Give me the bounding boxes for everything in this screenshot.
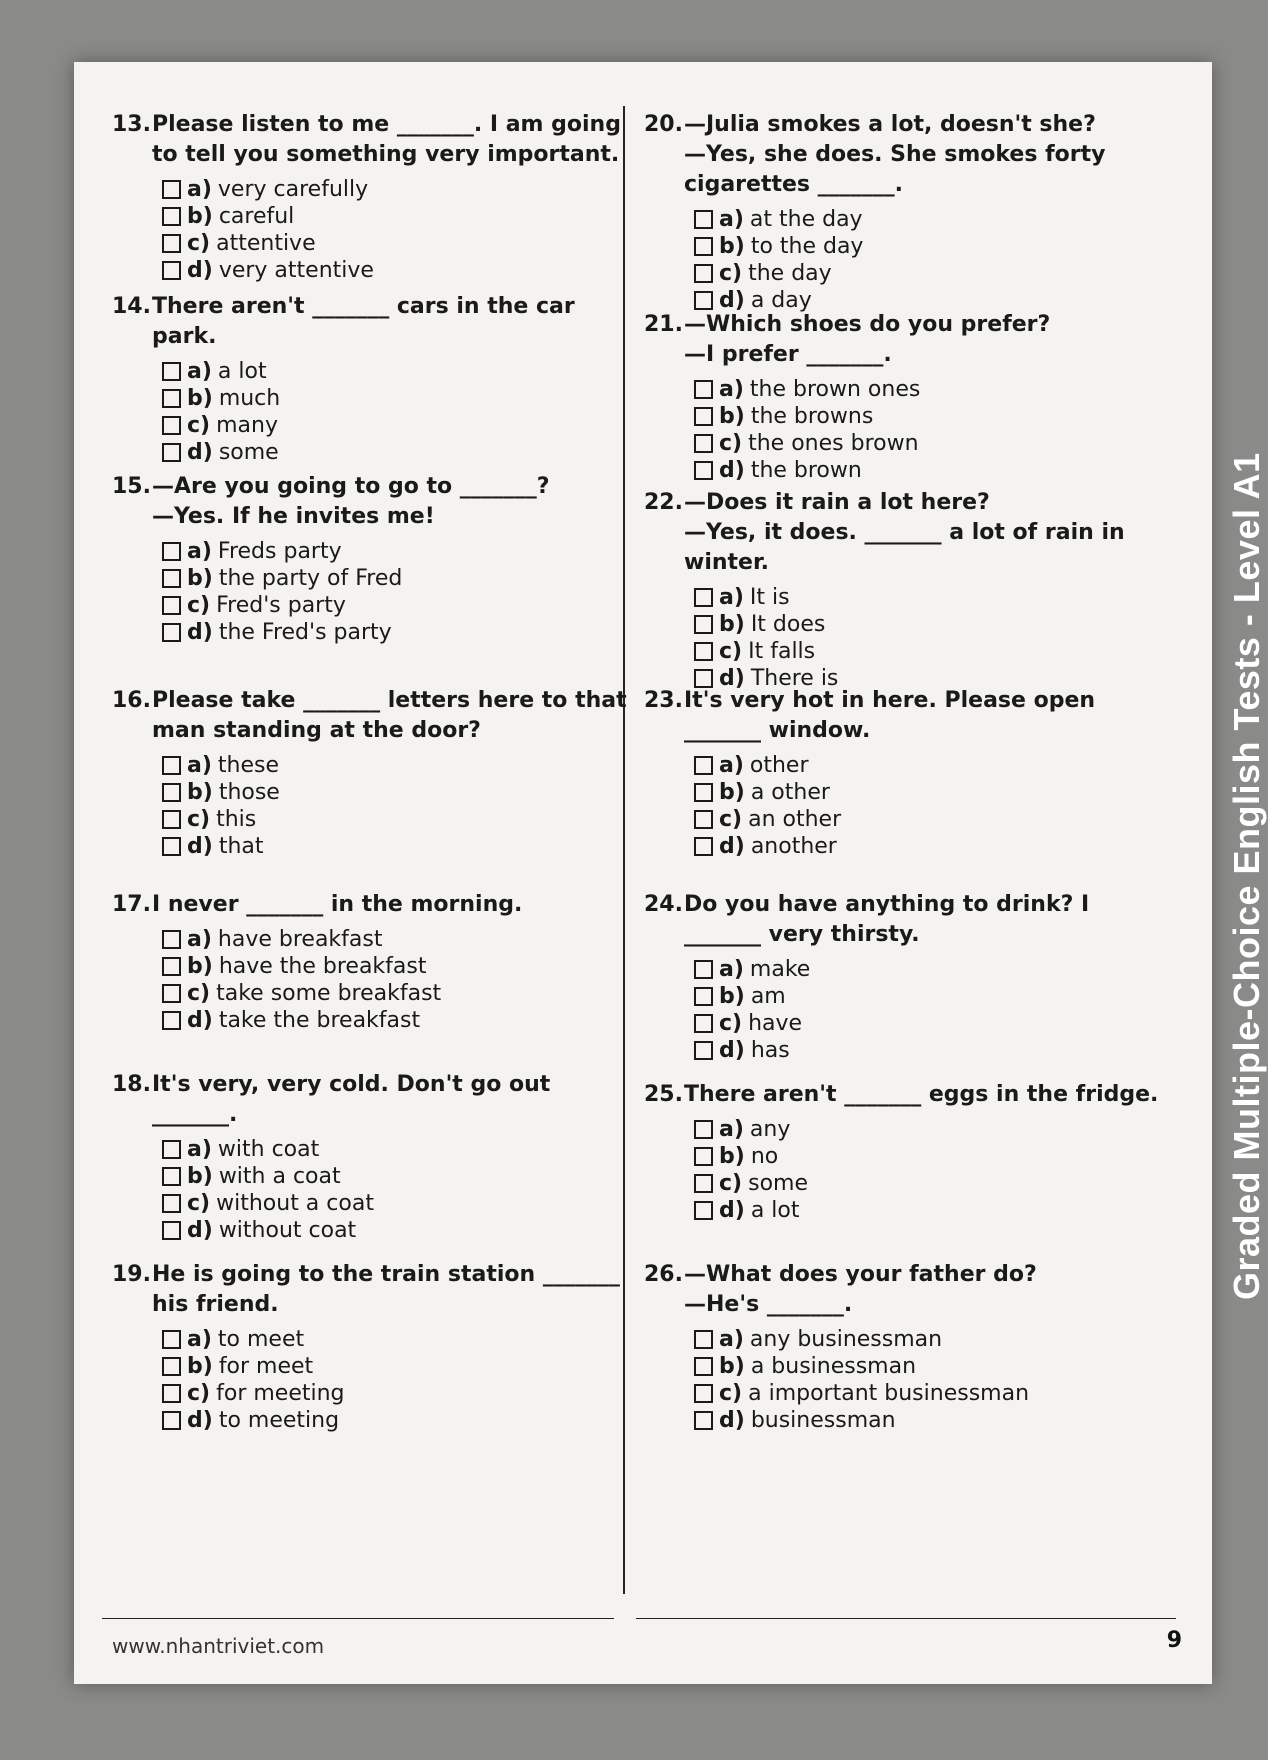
option-letter: c) (719, 431, 743, 456)
checkbox[interactable] (694, 380, 713, 399)
option-text: It does (750, 612, 826, 637)
checkbox[interactable] (694, 264, 713, 283)
question-text: He is going to the train station _______ his friend. (152, 1262, 620, 1317)
option-letter: d) (187, 440, 213, 465)
question-stem (644, 686, 1164, 746)
option-d[interactable] (162, 619, 632, 646)
option-a[interactable] (162, 358, 632, 385)
option-text: attentive (216, 231, 316, 256)
option-text: make (749, 957, 811, 982)
option-text: the brown (750, 458, 862, 483)
option-letter: a) (719, 207, 744, 232)
checkbox[interactable] (162, 569, 181, 588)
option-letter: b) (187, 1354, 213, 1379)
option-text: no (750, 1144, 779, 1169)
page-number: 9 (1166, 1628, 1182, 1653)
question-number: 18. (112, 1072, 151, 1097)
option-letter: c) (719, 261, 743, 286)
option-letter: a) (187, 359, 212, 384)
checkbox[interactable] (694, 1357, 713, 1376)
checkbox[interactable] (694, 987, 713, 1006)
checkbox[interactable] (694, 1201, 713, 1220)
option-letter: a) (719, 1117, 744, 1142)
option-letter: c) (187, 981, 211, 1006)
option-text: a day (750, 288, 812, 313)
option-letter: d) (187, 1218, 213, 1243)
option-d[interactable] (694, 1037, 1164, 1064)
option-text: a other (750, 780, 830, 805)
option-letter: a) (719, 1327, 744, 1352)
option-text: without coat (218, 1218, 357, 1243)
checkbox[interactable] (694, 642, 713, 661)
question-14 (112, 292, 632, 466)
option-c[interactable] (162, 592, 632, 619)
option-d[interactable] (694, 1197, 1164, 1224)
option-d[interactable] (162, 1007, 632, 1034)
checkbox[interactable] (694, 1174, 713, 1193)
option-c[interactable] (694, 260, 1164, 287)
question-stem (112, 686, 632, 746)
question-21 (644, 310, 1164, 484)
option-text: these (217, 753, 280, 778)
option-text: am (750, 984, 786, 1009)
option-text: some (218, 440, 279, 465)
option-text: to meeting (218, 1408, 340, 1433)
checkbox[interactable] (162, 1011, 181, 1030)
option-c[interactable] (694, 430, 1164, 457)
question-text: Please listen to me _______. I am going to tell you something very important. (152, 112, 621, 167)
option-letter: b) (719, 1144, 745, 1169)
option-letter: a) (187, 539, 212, 564)
checkbox[interactable] (694, 1384, 713, 1403)
option-b[interactable] (694, 983, 1164, 1010)
option-b[interactable] (694, 1143, 1164, 1170)
checkbox[interactable] (162, 756, 181, 775)
option-a[interactable] (162, 176, 632, 203)
question-text: —Which shoes do you prefer? —I prefer _______. (684, 312, 1051, 367)
checkbox[interactable] (162, 389, 181, 408)
question-text: —Does it rain a lot here? —Yes, it does. _______ a lot of rain in winter. (684, 490, 1125, 575)
checkbox[interactable] (694, 960, 713, 979)
option-letter: a) (719, 377, 744, 402)
question-26 (644, 1260, 1164, 1434)
option-letter: b) (719, 1354, 745, 1379)
checkbox[interactable] (162, 261, 181, 280)
option-text: a lot (750, 1198, 800, 1223)
option-letter: b) (719, 612, 745, 637)
question-text: There aren't _______ cars in the car park. (152, 294, 575, 349)
option-text: with a coat (218, 1164, 341, 1189)
option-text: without a coat (216, 1191, 374, 1216)
checkbox[interactable] (162, 180, 181, 199)
option-letter: d) (719, 834, 745, 859)
checkbox[interactable] (694, 756, 713, 775)
option-text: the Fred's party (218, 620, 392, 645)
checkbox[interactable] (694, 1411, 713, 1430)
option-text: some (748, 1171, 808, 1196)
option-text: another (750, 834, 837, 859)
checkbox[interactable] (694, 1120, 713, 1139)
checkbox[interactable] (694, 210, 713, 229)
option-letter: c) (187, 593, 211, 618)
checkbox[interactable] (162, 1221, 181, 1240)
checkbox[interactable] (694, 407, 713, 426)
question-19 (112, 1260, 632, 1434)
option-letter: d) (719, 666, 745, 691)
option-b[interactable] (162, 953, 632, 980)
option-text: those (218, 780, 280, 805)
option-text: much (218, 386, 281, 411)
option-list (162, 176, 632, 284)
option-b[interactable] (162, 565, 632, 592)
checkbox[interactable] (162, 1384, 181, 1403)
checkbox[interactable] (162, 1357, 181, 1376)
checkbox[interactable] (162, 443, 181, 462)
question-number: 23. (644, 688, 683, 713)
option-letter: c) (187, 231, 211, 256)
question-number: 24. (644, 892, 683, 917)
option-list (694, 1116, 1164, 1224)
option-text: for meet (218, 1354, 314, 1379)
option-letter: b) (187, 780, 213, 805)
option-text: There is (750, 666, 839, 691)
question-number: 14. (112, 294, 151, 319)
checkbox[interactable] (694, 588, 713, 607)
question-text: There aren't _______ eggs in the fridge. (684, 1082, 1159, 1107)
question-13 (112, 110, 632, 284)
question-stem (112, 1070, 632, 1130)
question-number: 13. (112, 112, 151, 137)
option-c[interactable] (694, 1010, 1164, 1037)
option-letter: d) (719, 288, 745, 313)
checkbox[interactable] (162, 783, 181, 802)
option-text: It is (749, 585, 790, 610)
option-text: Fred's party (216, 593, 346, 618)
option-a[interactable] (162, 752, 632, 779)
option-b[interactable] (694, 403, 1164, 430)
option-a[interactable] (694, 206, 1164, 233)
option-letter: a) (719, 957, 744, 982)
option-letter: b) (187, 1164, 213, 1189)
option-b[interactable] (694, 233, 1164, 260)
option-text: this (216, 807, 257, 832)
option-d[interactable] (694, 1407, 1164, 1434)
question-number: 16. (112, 688, 151, 713)
checkbox[interactable] (694, 461, 713, 480)
option-letter: d) (187, 620, 213, 645)
option-letter: a) (187, 927, 212, 952)
option-text: at the day (749, 207, 863, 232)
checkbox[interactable] (694, 1147, 713, 1166)
question-22 (644, 488, 1164, 692)
option-letter: c) (719, 807, 743, 832)
option-letter: a) (187, 1137, 212, 1162)
question-text: —What does your father do? —He's _______. (684, 1262, 1037, 1317)
option-list (162, 752, 632, 860)
option-letter: a) (187, 1327, 212, 1352)
option-text: to meet (217, 1327, 305, 1352)
option-letter: b) (187, 386, 213, 411)
checkbox[interactable] (694, 810, 713, 829)
checkbox[interactable] (694, 615, 713, 634)
checkbox[interactable] (694, 1041, 713, 1060)
option-d[interactable] (162, 439, 632, 466)
question-stem (644, 110, 1164, 200)
worksheet-page (74, 62, 1212, 1684)
option-text: has (750, 1038, 790, 1063)
option-letter: a) (187, 753, 212, 778)
option-letter: c) (187, 1191, 211, 1216)
option-list (694, 956, 1164, 1064)
option-letter: c) (719, 1011, 743, 1036)
question-number: 15. (112, 474, 151, 499)
option-list (162, 1136, 632, 1244)
footer-url: www.nhantriviet.com (112, 1634, 325, 1658)
option-text: have breakfast (217, 927, 383, 952)
question-stem (644, 488, 1164, 578)
question-stem (644, 890, 1164, 950)
option-letter: d) (187, 258, 213, 283)
checkbox[interactable] (162, 1140, 181, 1159)
question-stem (112, 890, 632, 920)
option-text: any (749, 1117, 791, 1142)
option-letter: b) (719, 780, 745, 805)
checkbox[interactable] (162, 596, 181, 615)
option-letter: b) (187, 566, 213, 591)
checkbox[interactable] (694, 837, 713, 856)
question-17 (112, 890, 632, 1034)
option-d[interactable] (694, 833, 1164, 860)
option-text: take the breakfast (218, 1008, 421, 1033)
option-d[interactable] (162, 833, 632, 860)
question-number: 26. (644, 1262, 683, 1287)
question-text: I never _______ in the morning. (152, 892, 523, 917)
option-text: to the day (750, 234, 864, 259)
option-letter: d) (187, 834, 213, 859)
checkbox[interactable] (162, 957, 181, 976)
option-letter: d) (187, 1408, 213, 1433)
option-letter: c) (719, 639, 743, 664)
option-text: careful (218, 204, 295, 229)
option-text: have the breakfast (218, 954, 427, 979)
option-b[interactable] (162, 1353, 632, 1380)
option-text: Freds party (217, 539, 342, 564)
question-stem (112, 292, 632, 352)
option-b[interactable] (162, 1163, 632, 1190)
question-stem (112, 1260, 632, 1320)
option-a[interactable] (694, 956, 1164, 983)
question-text: —Are you going to go to _______? —Yes. If he invites me! (152, 474, 550, 529)
option-text: the ones brown (748, 431, 919, 456)
option-a[interactable] (162, 1136, 632, 1163)
option-c[interactable] (694, 1380, 1164, 1407)
question-24 (644, 890, 1164, 1064)
checkbox[interactable] (162, 416, 181, 435)
option-a[interactable] (162, 538, 632, 565)
option-list (694, 376, 1164, 484)
option-b[interactable] (162, 203, 632, 230)
option-c[interactable] (162, 230, 632, 257)
option-c[interactable] (694, 806, 1164, 833)
option-text: businessman (750, 1408, 896, 1433)
checkbox[interactable] (162, 1194, 181, 1213)
question-text: Do you have anything to drink? I _______ very thirsty. (684, 892, 1090, 947)
option-text: an other (748, 807, 842, 832)
option-b[interactable] (162, 779, 632, 806)
option-letter: c) (187, 807, 211, 832)
option-letter: c) (719, 1171, 743, 1196)
question-number: 22. (644, 490, 683, 515)
option-list (694, 206, 1164, 314)
option-letter: b) (187, 204, 213, 229)
checkbox[interactable] (694, 1330, 713, 1349)
option-letter: b) (187, 954, 213, 979)
option-letter: a) (719, 585, 744, 610)
checkbox[interactable] (162, 362, 181, 381)
option-c[interactable] (694, 1170, 1164, 1197)
question-stem (644, 1080, 1164, 1110)
question-number: 20. (644, 112, 683, 137)
option-text: that (218, 834, 264, 859)
option-text: many (216, 413, 278, 438)
question-number: 19. (112, 1262, 151, 1287)
option-letter: b) (719, 234, 745, 259)
option-c[interactable] (694, 638, 1164, 665)
option-list (162, 926, 632, 1034)
checkbox[interactable] (162, 810, 181, 829)
option-text: It falls (748, 639, 816, 664)
checkbox[interactable] (694, 434, 713, 453)
question-stem (644, 310, 1164, 370)
option-text: a lot (217, 359, 267, 384)
checkbox[interactable] (694, 783, 713, 802)
question-15 (112, 472, 632, 646)
question-number: 25. (644, 1082, 683, 1107)
question-25 (644, 1080, 1164, 1224)
option-a[interactable] (694, 584, 1164, 611)
option-letter: d) (187, 1008, 213, 1033)
option-a[interactable] (694, 376, 1164, 403)
option-letter: c) (187, 413, 211, 438)
checkbox[interactable] (694, 237, 713, 256)
option-list (694, 752, 1164, 860)
option-letter: d) (719, 458, 745, 483)
checkbox[interactable] (162, 542, 181, 561)
option-text: the day (748, 261, 832, 286)
question-text: It's very hot in here. Please open _______ window. (684, 688, 1096, 743)
option-b[interactable] (162, 385, 632, 412)
footer-rule-right (636, 1618, 1176, 1619)
question-16 (112, 686, 632, 860)
option-c[interactable] (162, 1190, 632, 1217)
question-text: —Julia smokes a lot, doesn't she? —Yes, she does. She smokes forty cigarettes _______. (684, 112, 1106, 197)
checkbox[interactable] (162, 930, 181, 949)
option-c[interactable] (162, 806, 632, 833)
option-letter: c) (719, 1381, 743, 1406)
option-list (162, 1326, 632, 1434)
question-stem (112, 110, 632, 170)
option-a[interactable] (694, 1326, 1164, 1353)
option-text: the brown ones (749, 377, 921, 402)
option-b[interactable] (694, 1353, 1164, 1380)
question-number: 21. (644, 312, 683, 337)
option-a[interactable] (694, 1116, 1164, 1143)
option-a[interactable] (162, 926, 632, 953)
option-text: any businessman (749, 1327, 943, 1352)
option-b[interactable] (694, 611, 1164, 638)
checkbox[interactable] (162, 1167, 181, 1186)
checkbox[interactable] (162, 1411, 181, 1430)
option-c[interactable] (162, 980, 632, 1007)
checkbox[interactable] (162, 623, 181, 642)
option-letter: d) (719, 1408, 745, 1433)
option-c[interactable] (162, 412, 632, 439)
option-list (694, 1326, 1164, 1434)
option-text: have (748, 1011, 803, 1036)
option-text: other (749, 753, 809, 778)
option-a[interactable] (162, 1326, 632, 1353)
option-text: take some breakfast (216, 981, 442, 1006)
option-list (162, 358, 632, 466)
checkbox[interactable] (162, 984, 181, 1003)
checkbox[interactable] (162, 234, 181, 253)
question-text: Please take _______ letters here to that man standing at the door? (152, 688, 627, 743)
option-letter: c) (187, 1381, 211, 1406)
option-d[interactable] (162, 257, 632, 284)
option-letter: d) (719, 1038, 745, 1063)
option-list (162, 538, 632, 646)
option-text: very carefully (217, 177, 369, 202)
question-23 (644, 686, 1164, 860)
checkbox[interactable] (694, 1014, 713, 1033)
question-20 (644, 110, 1164, 314)
option-letter: a) (719, 753, 744, 778)
option-text: the browns (750, 404, 874, 429)
option-text: very attentive (218, 258, 374, 283)
option-letter: a) (187, 177, 212, 202)
option-text: a businessman (750, 1354, 917, 1379)
checkbox[interactable] (694, 291, 713, 310)
footer-rule-left (102, 1618, 614, 1619)
question-stem (644, 1260, 1164, 1320)
option-text: a important businessman (748, 1381, 1030, 1406)
sidebar-title: Graded Multiple-Choice English Tests - Level A1 (1226, 452, 1267, 1300)
option-list (694, 584, 1164, 692)
option-c[interactable] (162, 1380, 632, 1407)
option-letter: d) (719, 1198, 745, 1223)
option-text: for meeting (216, 1381, 345, 1406)
option-d[interactable] (162, 1217, 632, 1244)
question-stem (112, 472, 632, 532)
option-b[interactable] (694, 779, 1164, 806)
checkbox[interactable] (162, 207, 181, 226)
option-d[interactable] (162, 1407, 632, 1434)
option-text: the party of Fred (218, 566, 403, 591)
checkbox[interactable] (162, 837, 181, 856)
question-text: It's very, very cold. Don't go out _______. (152, 1072, 551, 1127)
question-18 (112, 1070, 632, 1244)
option-letter: b) (719, 404, 745, 429)
question-number: 17. (112, 892, 151, 917)
option-d[interactable] (694, 457, 1164, 484)
option-text: with coat (217, 1137, 320, 1162)
checkbox[interactable] (162, 1330, 181, 1349)
option-letter: b) (719, 984, 745, 1009)
option-a[interactable] (694, 752, 1164, 779)
